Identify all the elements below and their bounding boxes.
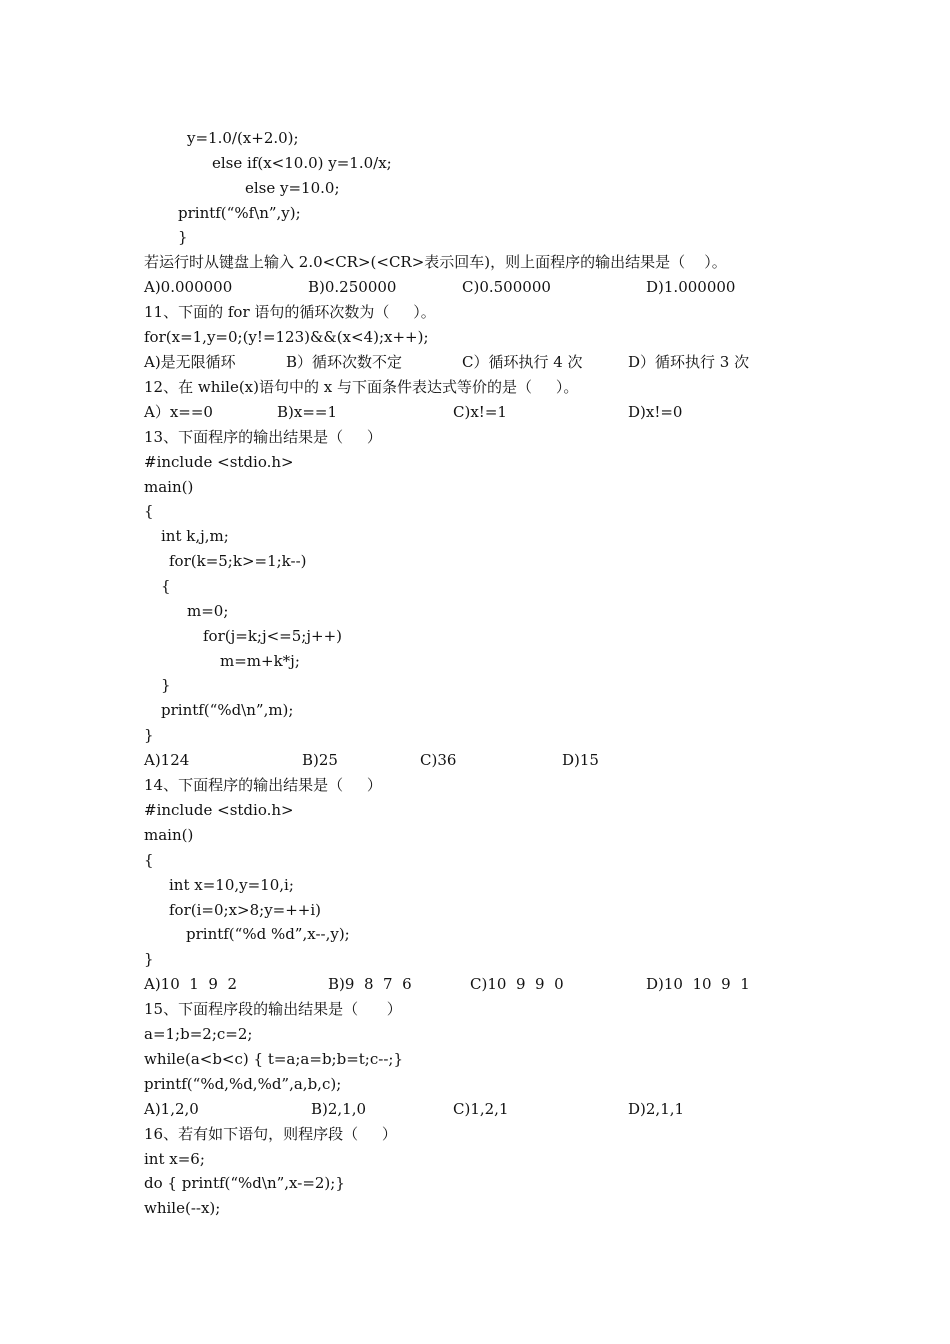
code-line: while(a<b<c) { t=a;a=b;b=t;c--;} [144, 1050, 403, 1068]
code-line: a=1;b=2;c=2; [144, 1025, 253, 1043]
code-line: #include <stdio.h> [144, 801, 294, 819]
question-10-prompt: 若运行时从键盘上输入 2.0<CR>(<CR>表示回车)，则上面程序的输出结果是（ ）。 [144, 253, 727, 271]
option-b: B)2,1,0 [311, 1100, 367, 1118]
option-c: C)x!=1 [453, 403, 507, 421]
code-line: else y=10.0; [245, 179, 340, 197]
option-a: A)0.000000 [144, 278, 233, 296]
option-d: D)1.000000 [646, 278, 736, 296]
code-line: int x=10,y=10,i; [169, 876, 294, 894]
code-line: } [144, 950, 154, 968]
option-a: A）x==0 [144, 403, 213, 421]
option-c: C)36 [420, 751, 457, 769]
question-12-prompt: 12、在 while(x)语句中的 x 与下面条件表达式等价的是（ ）。 [144, 378, 579, 396]
question-14-prompt: 14、下面程序的输出结果是（ ） [144, 776, 382, 794]
option-c: C)10 9 9 0 [470, 975, 564, 993]
option-d: D)15 [562, 751, 599, 769]
code-line: { [161, 577, 171, 595]
code-line: { [144, 851, 154, 869]
option-b: B)25 [302, 751, 338, 769]
code-line: while(--x); [144, 1199, 221, 1217]
option-d: D）循环执行 3 次 [628, 353, 750, 371]
code-line: { [144, 502, 154, 520]
option-c: C)0.500000 [462, 278, 551, 296]
code-line: do { printf(“%d\n”,x-=2);} [144, 1174, 345, 1192]
question-13-prompt: 13、下面程序的输出结果是（ ） [144, 428, 382, 446]
code-line: m=m+k*j; [220, 652, 300, 670]
option-b: B)0.250000 [308, 278, 397, 296]
code-line: } [161, 676, 171, 694]
option-d: D)10 10 9 1 [646, 975, 750, 993]
code-line: printf(“%d %d”,x--,y); [186, 925, 350, 943]
option-a: A)10 1 9 2 [144, 975, 238, 993]
code-line: for(k=5;k>=1;k--) [169, 552, 307, 570]
code-line: for(i=0;x>8;y=++i) [169, 901, 322, 919]
option-a: A)1,2,0 [144, 1100, 199, 1118]
option-b: B)x==1 [277, 403, 338, 421]
option-b: B)9 8 7 6 [328, 975, 412, 993]
code-line: m=0; [187, 602, 229, 620]
code-line: int x=6; [144, 1150, 205, 1168]
question-15-prompt: 15、下面程序段的输出结果是（ ） [144, 1000, 402, 1018]
option-b: B）循环次数不定 [286, 353, 403, 371]
code-line: printf(“%d\n”,m); [161, 701, 294, 719]
code-line: printf(“%d,%d,%d”,a,b,c); [144, 1075, 342, 1093]
code-line: for(j=k;j<=5;j++) [203, 627, 342, 645]
code-line: y=1.0/(x+2.0); [187, 129, 299, 147]
code-line: main() [144, 478, 194, 496]
code-line: main() [144, 826, 194, 844]
question-11-prompt: 11、下面的 for 语句的循环次数为（ ）。 [144, 303, 436, 321]
option-c: C)1,2,1 [453, 1100, 509, 1118]
option-d: D)x!=0 [628, 403, 683, 421]
code-line: for(x=1,y=0;(y!=123)&&(x<4);x++); [144, 328, 429, 346]
code-line: int k,j,m; [161, 527, 229, 545]
code-line: else if(x<10.0) y=1.0/x; [212, 154, 392, 172]
code-line: } [178, 228, 188, 246]
code-line: } [144, 726, 154, 744]
code-line: #include <stdio.h> [144, 453, 294, 471]
option-d: D)2,1,1 [628, 1100, 685, 1118]
option-a: A)是无限循环 [144, 353, 236, 371]
option-c: C）循环执行 4 次 [462, 353, 583, 371]
question-16-prompt: 16、若有如下语句，则程序段（ ） [144, 1125, 397, 1143]
option-a: A)124 [144, 751, 190, 769]
code-line: printf(“%f\n”,y); [178, 204, 301, 222]
